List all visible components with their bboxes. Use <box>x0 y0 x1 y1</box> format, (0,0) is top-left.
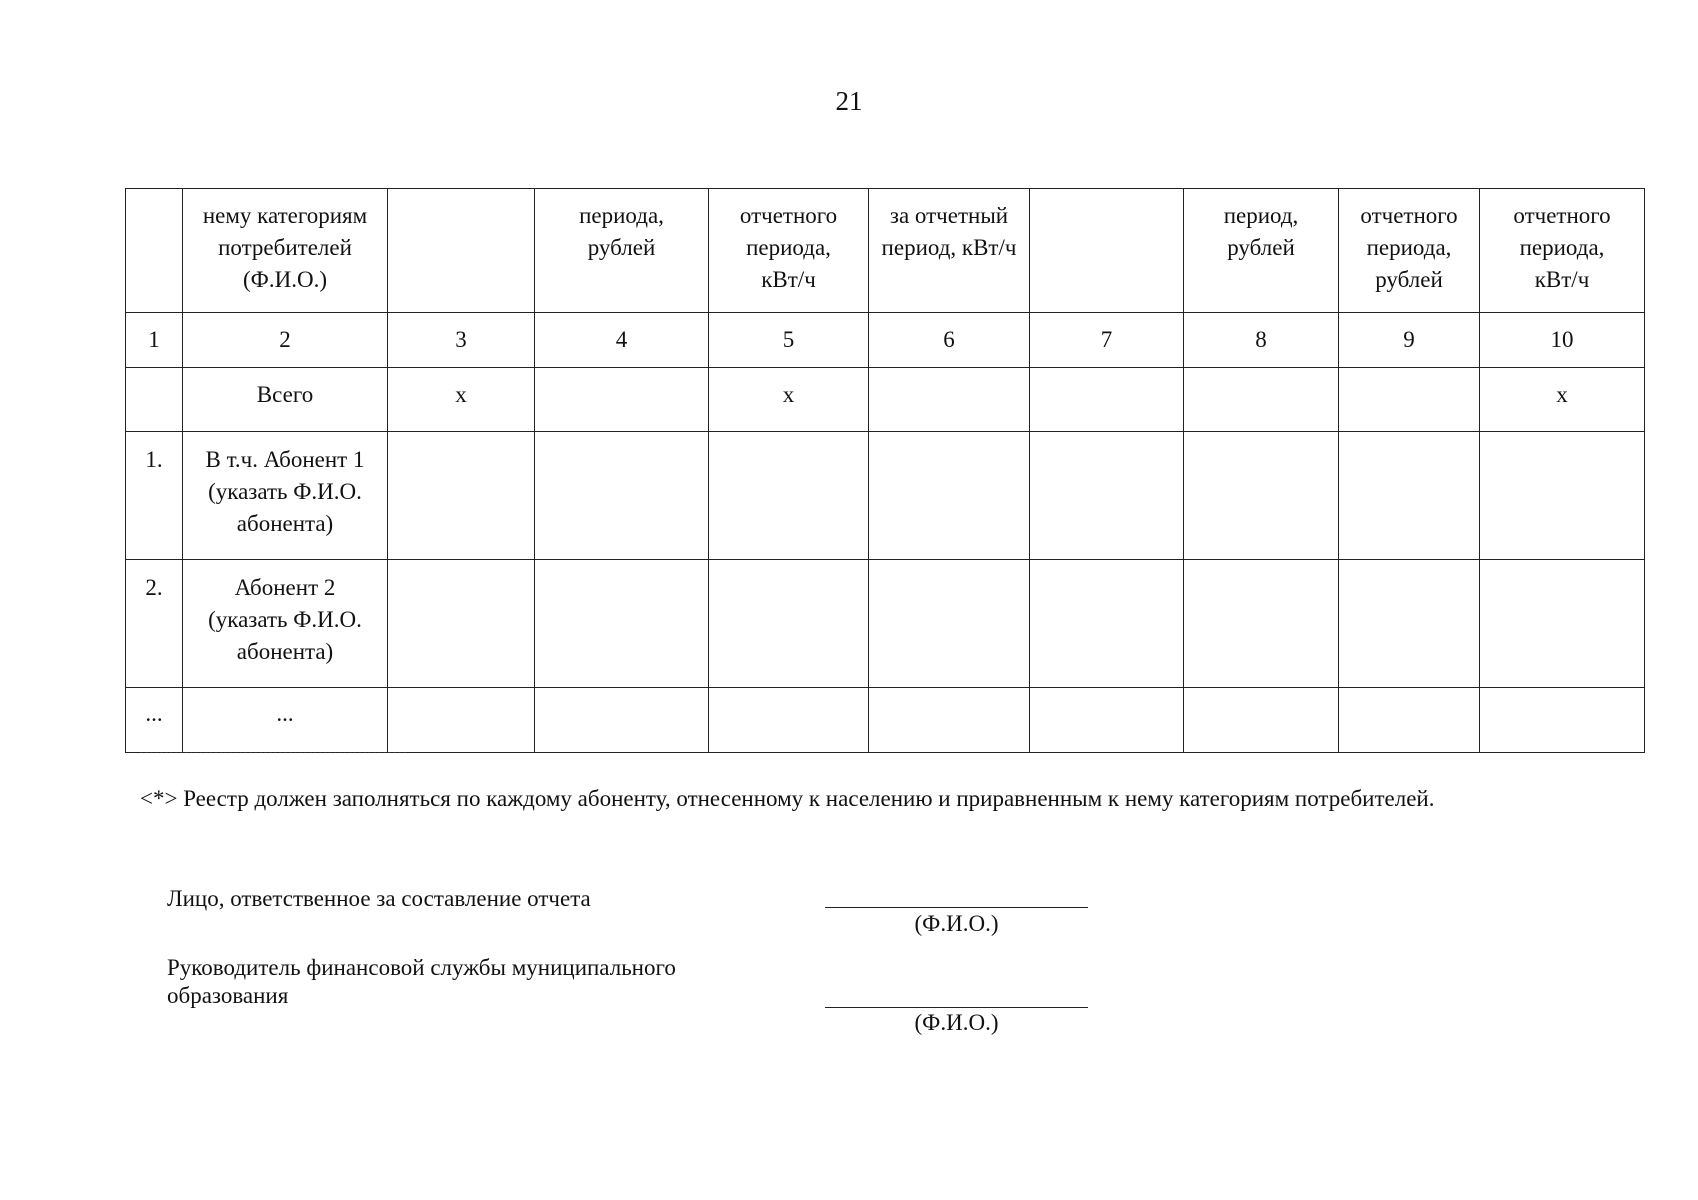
table-row-subscriber-1 <box>126 432 1645 560</box>
table-cell: ... <box>126 688 183 753</box>
table-cell <box>1339 688 1480 753</box>
table-cell <box>1480 688 1645 753</box>
table-cell <box>388 560 535 688</box>
column-number: 4 <box>535 313 709 368</box>
table-cell: х <box>388 368 535 432</box>
header-cell: за отчетный период, кВт/ч <box>869 189 1030 313</box>
column-number: 7 <box>1030 313 1184 368</box>
header-cell <box>388 189 535 313</box>
page-number: 21 <box>835 86 863 116</box>
footnote-divider <box>140 752 406 753</box>
header-cell: отчетного периода, рублей <box>1339 189 1480 313</box>
signature-caption-responsible: (Ф.И.О.) <box>914 911 999 936</box>
table-cell <box>709 432 869 560</box>
table-cell <box>126 368 183 432</box>
table-cell <box>869 432 1030 560</box>
column-number: 8 <box>1184 313 1339 368</box>
header-cell: нему категориям потребителей (Ф.И.О.) <box>183 189 388 313</box>
table-cell <box>535 368 709 432</box>
column-number-row <box>126 313 1645 368</box>
table-cell: 2. <box>126 560 183 688</box>
signature-caption-finance-head: (Ф.И.О.) <box>914 1010 999 1035</box>
table-cell <box>1184 432 1339 560</box>
table-cell <box>535 432 709 560</box>
header-cell: период, рублей <box>1184 189 1339 313</box>
table-cell <box>535 560 709 688</box>
table-cell <box>869 560 1030 688</box>
table-cell: х <box>1480 368 1645 432</box>
table-cell <box>709 688 869 753</box>
column-number: 2 <box>183 313 388 368</box>
table-cell <box>1184 688 1339 753</box>
table-cell <box>535 688 709 753</box>
table-cell <box>1339 560 1480 688</box>
table-cell <box>869 368 1030 432</box>
header-cell: отчетного периода, кВт/ч <box>1480 189 1645 313</box>
table-cell <box>388 688 535 753</box>
table-cell <box>869 688 1030 753</box>
table-cell <box>1339 432 1480 560</box>
registry-table <box>125 188 1645 753</box>
header-cell: периода, рублей <box>535 189 709 313</box>
header-cell: отчетного периода, кВт/ч <box>709 189 869 313</box>
table-cell <box>1030 560 1184 688</box>
column-number: 10 <box>1480 313 1645 368</box>
table-cell <box>388 432 535 560</box>
signature-line-finance-head <box>825 1007 1088 1008</box>
footnote: <*> Реестр должен заполняться по каждому абоненту, отнесенному к населению и приравненным к нему категориям потребителей. <box>140 786 1435 811</box>
table-row-ellipsis <box>126 688 1645 753</box>
table-cell <box>1030 432 1184 560</box>
table-cell: Всего <box>183 368 388 432</box>
table-cell <box>1030 688 1184 753</box>
table-cell: Абонент 2 (указать Ф.И.О. абонента) <box>183 560 388 688</box>
table-row-total <box>126 368 1645 432</box>
table-header-row <box>126 189 1645 313</box>
header-cell <box>1030 189 1184 313</box>
table-cell <box>709 560 869 688</box>
column-number: 9 <box>1339 313 1480 368</box>
table-cell <box>1030 368 1184 432</box>
table-cell <box>1480 432 1645 560</box>
table-cell: х <box>709 368 869 432</box>
signature-line-responsible <box>825 907 1088 908</box>
table-cell <box>1184 560 1339 688</box>
table-cell: 1. <box>126 432 183 560</box>
column-number: 3 <box>388 313 535 368</box>
column-number: 1 <box>126 313 183 368</box>
table-cell <box>1184 368 1339 432</box>
signature-label-responsible: Лицо, ответственное за составление отчета <box>167 886 591 911</box>
table-cell <box>1339 368 1480 432</box>
column-number: 5 <box>709 313 869 368</box>
column-number: 6 <box>869 313 1030 368</box>
signature-label-finance-head: Руководитель финансовой службы муниципального образования <box>167 955 676 1008</box>
table-row-subscriber-2 <box>126 560 1645 688</box>
table-cell <box>1480 560 1645 688</box>
table-cell: ... <box>183 688 388 753</box>
table-cell: В т.ч. Абонент 1 (указать Ф.И.О. абонента) <box>183 432 388 560</box>
header-cell <box>126 189 183 313</box>
